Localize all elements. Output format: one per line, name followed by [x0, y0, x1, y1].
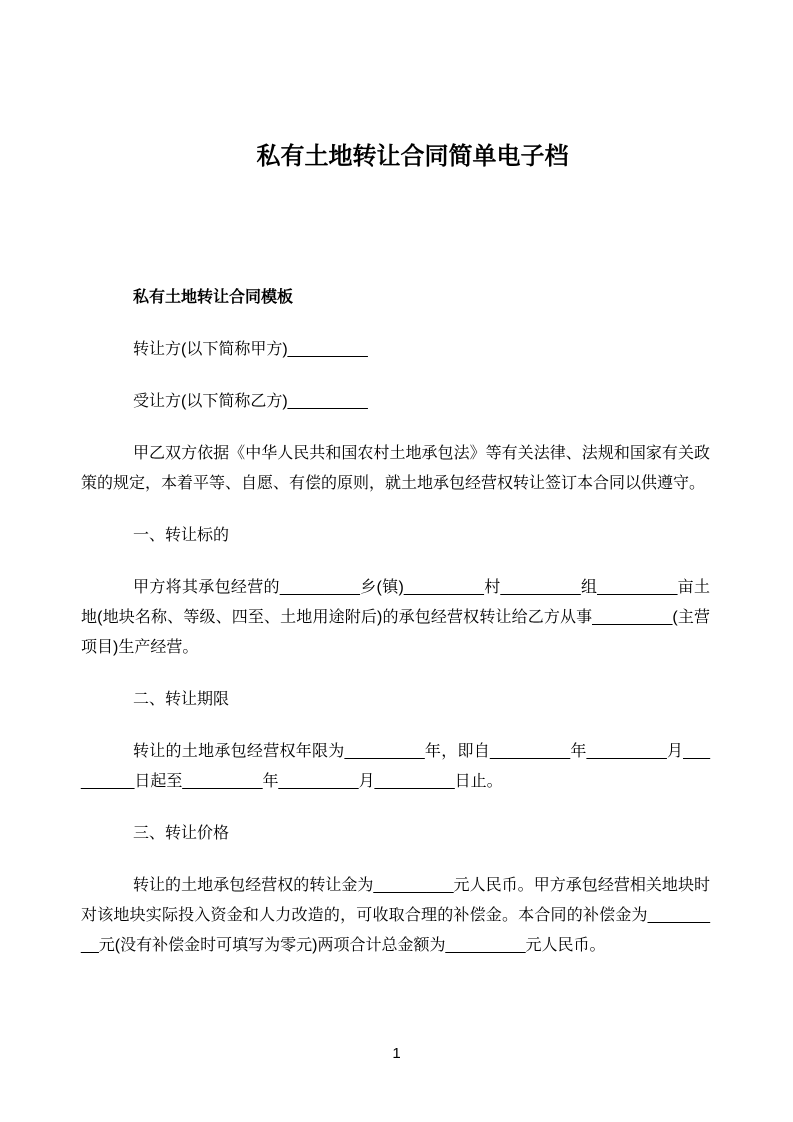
section-2-heading: 二、转让期限	[133, 691, 230, 708]
page-number: 1	[392, 1045, 401, 1062]
section-1-heading: 一、转让标的	[133, 527, 230, 544]
document-title: 私有土地转让合同简单电子档	[256, 143, 569, 170]
preamble-paragraph: 甲乙双方依据《中华人民共和国农村土地承包法》等有关法律、法规和国家有关政策的规定，本着平等、自愿、有偿的原则，就土地承包经营权转让签订本合同以供遵守。	[81, 445, 710, 492]
party-b-line: 受让方(以下简称乙方)_________	[133, 393, 368, 410]
section-2-body: 转让的土地承包经营权年限为_________年，即自_________年_________月_________日起至_________年_________月_________日止。	[81, 743, 710, 790]
template-subtitle: 私有土地转让合同模板	[133, 289, 294, 306]
section-1-body: 甲方将其承包经营的_________乡(镇)_________村_________组_________亩土地(地块名称、等级、四至、土地用途附后)的承包经营权转让给乙方从事_________(主营项目)生产经营。	[81, 579, 710, 656]
party-a-line: 转让方(以下简称甲方)_________	[133, 341, 368, 358]
section-3-body: 转让的土地承包经营权的转让金为_________元人民币。甲方承包经营相关地块时对该地块实际投入资金和人力改造的，可收取合理的补偿金。本合同的补偿金为_________元(没有补偿金时可填写为零元)两项合计总金额为_________元人民币。	[81, 877, 710, 954]
section-3-heading: 三、转让价格	[133, 825, 230, 842]
